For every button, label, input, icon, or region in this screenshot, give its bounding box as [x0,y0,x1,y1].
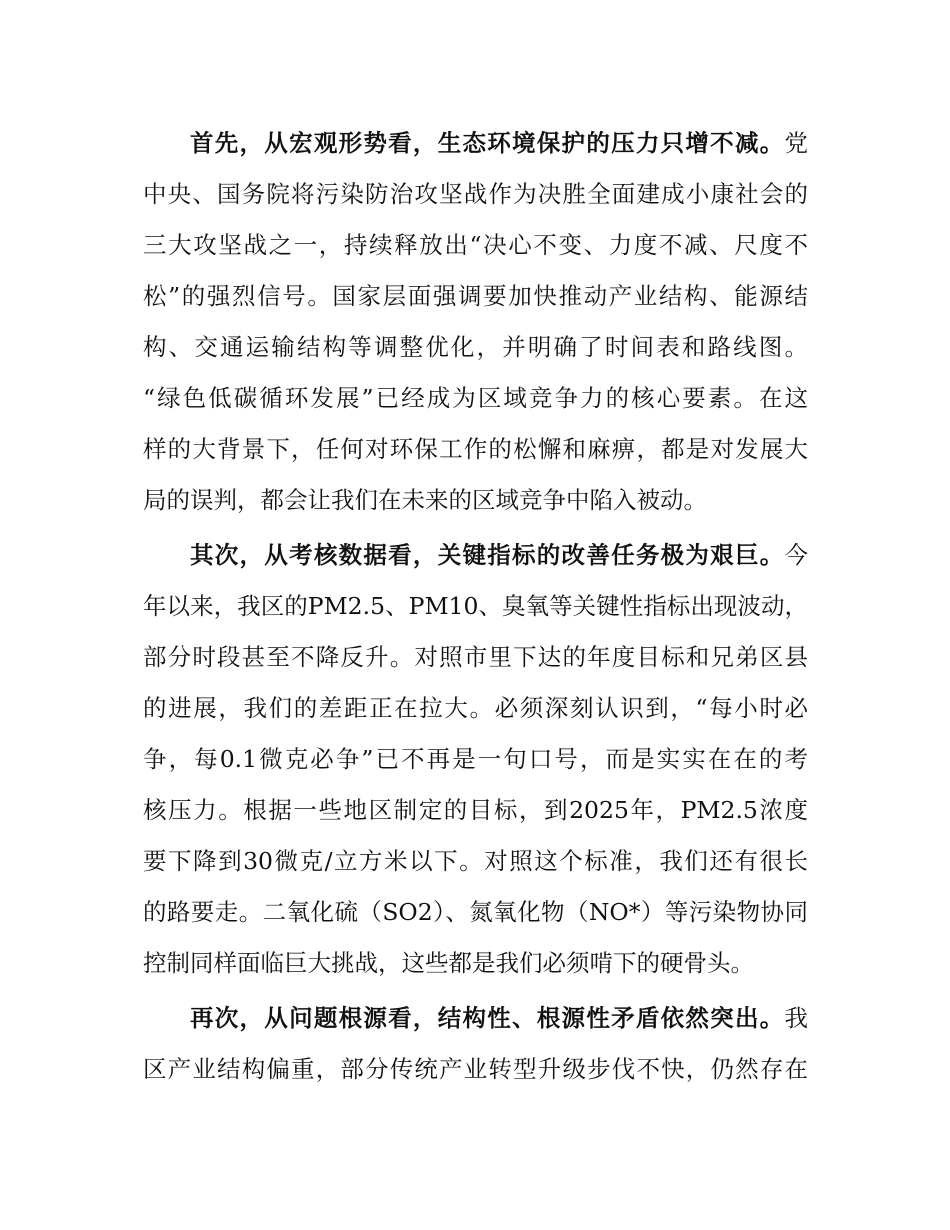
line-text: 争，每0.1微克必争”已不再是一句口号，而是实实在在的考 [143,745,808,773]
line-text: 我 [784,1004,808,1032]
paragraph-lead: 首先，从宏观形势看，生态环境保护的压力只增不减。 [190,129,785,157]
document-page [143,118,808,1099]
text-line [143,836,808,887]
text-line [143,734,808,785]
line-text: 松”的强烈信号。国家层面强调要加快推动产业结构、能源结 [143,282,808,310]
text-line [143,530,808,581]
text-line [143,169,808,220]
line-text: 局的误判，都会让我们在未来的区域竞争中陷入被动。 [143,486,707,514]
text-line [143,373,808,424]
paragraph [143,530,808,989]
text-line [143,632,808,683]
text-line [143,118,808,169]
line-text: 党 [784,129,808,157]
text-line [143,322,808,373]
line-text: 今 [784,541,808,569]
line-text: 要下降到30微克/立方米以下。对照这个标准，我们还有很长 [143,847,808,875]
line-text: 的进展，我们的差距正在拉大。必须深刻认识到，“每小时必 [143,694,808,722]
paragraph [143,993,808,1095]
line-text: 中央、国务院将污染防治攻坚战作为决胜全面建成小康社会的 [143,180,808,208]
line-text: 区产业结构偏重，部分传统产业转型升级步伐不快，仍然存在 [143,1055,808,1083]
line-text: “绿色低碳循环发展”已经成为区域竞争力的核心要素。在这 [143,384,808,412]
text-line [143,220,808,271]
text-line [143,581,808,632]
text-line [143,475,808,526]
paragraph [143,118,808,526]
text-line [143,683,808,734]
paragraph-lead: 其次，从考核数据看，关键指标的改善任务极为艰巨。 [190,541,785,569]
text-line [143,424,808,475]
line-text: 部分时段甚至不降反升。对照市里下达的年度目标和兄弟区县 [143,643,808,671]
line-text: 年以来，我区的PM2.5、PM10、臭氧等关键性指标出现波动， [143,592,808,620]
text-line [143,938,808,989]
text-line [143,271,808,322]
text-line [143,1044,808,1095]
text-line [143,785,808,836]
line-text: 样的大背景下，任何对环保工作的松懈和麻痹，都是对发展大 [143,435,808,463]
line-text: 的路要走。二氧化硫（SO2）、氮氧化物（NO*）等污染物协同 [143,898,808,926]
line-text: 三大攻坚战之一，持续释放出“决心不变、力度不减、尺度不 [143,231,808,259]
line-text: 核压力。根据一些地区制定的目标，到2025年，PM2.5浓度 [143,796,808,824]
paragraph-lead: 再次，从问题根源看，结构性、根源性矛盾依然突出。 [190,1004,785,1032]
text-line [143,993,808,1044]
text-line [143,887,808,938]
line-text: 控制同样面临巨大挑战，这些都是我们必须啃下的硬骨头。 [143,949,754,977]
line-text: 构、交通运输结构等调整优化，并明确了时间表和路线图。 [143,333,808,361]
